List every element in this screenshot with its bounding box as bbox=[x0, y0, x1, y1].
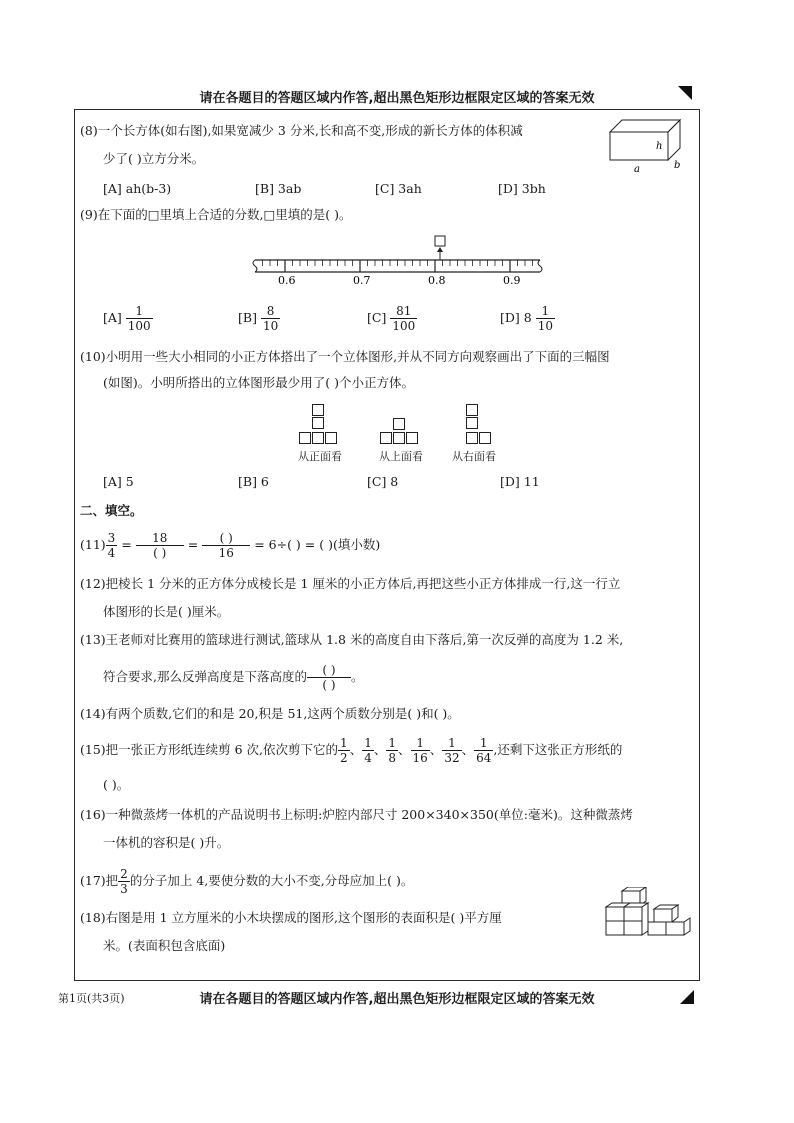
corner-marker-bottom-right bbox=[680, 990, 694, 1004]
q10-option-d: [D] 11 bbox=[500, 474, 540, 489]
q17-post: 的分子加上 4,要使分数的大小不变,分母应加上( )。 bbox=[129, 873, 414, 888]
q11-label: (11) bbox=[80, 537, 106, 552]
number-ruler bbox=[248, 232, 550, 290]
q8-option-d: [D] 3bh bbox=[498, 181, 546, 196]
q8-line2: 少了( )立方分米。 bbox=[103, 151, 205, 166]
front-view-cube bbox=[299, 432, 311, 444]
front-view-cube bbox=[325, 432, 337, 444]
q13-blank-fraction bbox=[307, 663, 351, 692]
q18-line2: 米。(表面积包含底面) bbox=[103, 938, 226, 953]
q18-line1: (18)右图是用 1 立方厘米的小木块摆成的图形,这个图形的表面积是( )平方厘 bbox=[80, 910, 502, 925]
q11-f2-den: ( ) bbox=[153, 546, 167, 560]
q15-after: ,还剩下这张正方形纸的 bbox=[493, 742, 623, 757]
q9-option-b-den: 10 bbox=[262, 319, 279, 333]
right-view-cube bbox=[466, 404, 478, 416]
right-view-cube bbox=[479, 432, 491, 444]
top-view-cube bbox=[380, 432, 392, 444]
q9-option-d-letter: [D] bbox=[500, 310, 520, 325]
q9-option-b bbox=[238, 304, 280, 333]
q15-f2-num: 1 bbox=[364, 736, 372, 750]
page-number: 第1页(共3页) bbox=[58, 992, 125, 1005]
q11-f1-den: 4 bbox=[107, 546, 116, 560]
q17 bbox=[80, 866, 413, 896]
q9-option-a-den: 100 bbox=[127, 319, 151, 333]
corner-marker-top-right bbox=[678, 86, 692, 100]
q9-option-a-fraction bbox=[126, 304, 153, 333]
q9-option-d-fraction bbox=[536, 304, 555, 333]
q15-f5-den: 32 bbox=[444, 751, 460, 765]
q13-line1: (13)王老师对比赛用的篮球进行测试,篮球从 1.8 米的高度自由下落后,第一次反弹的高度为 1.2 米, bbox=[80, 632, 624, 647]
q11-f3-num: ( ) bbox=[202, 531, 250, 546]
q14: (14)有两个质数,它们的和是 20,积是 51,这两个质数分别是( )和( )。 bbox=[80, 706, 460, 721]
q15-fraction bbox=[442, 736, 461, 765]
q15-line2: ( )。 bbox=[103, 777, 130, 792]
q8-option-b: [B] 3ab bbox=[255, 181, 302, 196]
q17-num: 2 bbox=[120, 867, 128, 881]
front-view-cube bbox=[312, 404, 324, 416]
q15-f5-num: 1 bbox=[442, 736, 461, 751]
q15-fraction bbox=[362, 736, 374, 765]
answer-area-notice-top: 请在各题目的答题区域内作答,超出黑色矩形边框限定区域的答案无效 bbox=[199, 91, 595, 106]
q15-fraction bbox=[411, 736, 430, 765]
q10-option-a: [A] 5 bbox=[103, 474, 134, 489]
q15-fraction bbox=[338, 736, 350, 765]
q8-option-a: [A] ah(b-3) bbox=[103, 181, 172, 196]
q9-option-c-num: 81 bbox=[390, 304, 417, 319]
q9-option-a-letter: [A] bbox=[103, 310, 122, 325]
cuboid-figure bbox=[604, 112, 688, 176]
right-view-cube bbox=[466, 417, 478, 429]
q15-sep: 、 bbox=[349, 742, 363, 757]
q12-line2: 体图形的长是( )厘米。 bbox=[103, 604, 230, 619]
q17-fraction bbox=[118, 867, 130, 896]
q16-line1: (16)一种微蒸烤一体机的产品说明书上标明:炉腔内部尺寸 200×340×350(单位:毫米)。这种微蒸烤 bbox=[80, 807, 633, 822]
q8-option-c: [C] 3ah bbox=[375, 181, 422, 196]
q9-option-d-whole: 8 bbox=[523, 310, 532, 325]
ruler-label-0.6: 0.6 bbox=[278, 274, 296, 287]
front-view-caption: 从正面看 bbox=[298, 450, 342, 463]
q8-line1: (8)一个长方体(如右图),如果宽减少 3 分米,长和高不变,形成的新长方体的体积减 bbox=[80, 123, 523, 138]
q11-f2-num: 18 bbox=[136, 531, 184, 546]
top-view-cube bbox=[393, 432, 405, 444]
q13-blank-num: ( ) bbox=[307, 663, 351, 678]
q9-option-a-num: 1 bbox=[126, 304, 153, 319]
q11-fraction-1 bbox=[106, 531, 118, 560]
q17-pre: (17)把 bbox=[80, 873, 119, 888]
q9-option-c-fraction bbox=[390, 304, 417, 333]
q15-f4-num: 1 bbox=[411, 736, 430, 751]
q15-line1 bbox=[80, 735, 622, 765]
q17-den: 3 bbox=[120, 882, 128, 896]
answer-area-notice-bottom: 请在各题目的答题区域内作答,超出黑色矩形边框限定区域的答案无效 bbox=[199, 992, 595, 1007]
q9-option-c bbox=[367, 304, 417, 333]
q15-line1-text: (15)把一张正方形纸连续剪 6 次,依次剪下它的 bbox=[80, 742, 339, 757]
q11-f3-den: 16 bbox=[218, 546, 234, 560]
front-view-cube bbox=[312, 417, 324, 429]
cuboid-h-label: h bbox=[656, 141, 663, 152]
q11-eq1: = bbox=[121, 537, 132, 552]
q15-fraction bbox=[386, 736, 398, 765]
q9-option-d-num: 1 bbox=[536, 304, 555, 319]
cuboid-a-label: a bbox=[634, 164, 640, 175]
q11 bbox=[80, 530, 380, 560]
q10-option-c: [C] 8 bbox=[367, 474, 399, 489]
ruler-label-0.8: 0.8 bbox=[428, 274, 446, 287]
q15-f3-den: 8 bbox=[388, 751, 396, 765]
q15-sep: 、 bbox=[398, 742, 411, 757]
section-2-title: 二、填空。 bbox=[80, 503, 143, 518]
q12-line1: (12)把棱长 1 分米的正方体分成棱长是 1 厘米的小正方体后,再把这些小正方体排成一行,这一行立 bbox=[80, 576, 621, 591]
q13-line2-text: 符合要求,那么反弹高度是下落高度的 bbox=[103, 669, 307, 684]
q9-option-c-letter: [C] bbox=[367, 310, 387, 325]
q13-line2 bbox=[103, 662, 364, 692]
right-view-caption: 从右面看 bbox=[452, 450, 496, 463]
top-view-caption: 从上面看 bbox=[379, 450, 423, 463]
q9-option-b-fraction bbox=[261, 304, 280, 333]
q11-eq2: = bbox=[187, 537, 199, 552]
q10-line1: (10)小明用一些大小相同的小正方体搭出了一个立体图形,并从不同方向观察画出了下面的三幅图 bbox=[80, 349, 610, 364]
ruler-label-0.9: 0.9 bbox=[503, 274, 521, 287]
q9-option-c-den: 100 bbox=[392, 319, 416, 333]
q9-option-b-letter: [B] bbox=[238, 310, 257, 325]
q15-f1-num: 1 bbox=[340, 736, 348, 750]
top-view-cube bbox=[393, 418, 405, 430]
q13-end: 。 bbox=[350, 669, 364, 684]
q10-line2: (如图)。小明所搭出的立体图形最少用了( )个小正方体。 bbox=[103, 375, 414, 390]
q16-line2: 一体机的容积是( )升。 bbox=[103, 835, 230, 850]
front-view-cube bbox=[312, 432, 324, 444]
cube-stack-figure bbox=[604, 887, 692, 943]
q15-sep: 、 bbox=[429, 742, 443, 757]
q15-f4-den: 16 bbox=[412, 751, 428, 765]
q15-f2-den: 4 bbox=[364, 751, 372, 765]
ruler-label-0.7: 0.7 bbox=[353, 274, 371, 287]
q15-fraction bbox=[474, 736, 493, 765]
q15-f3-num: 1 bbox=[388, 736, 396, 750]
q9-option-d bbox=[500, 304, 555, 333]
q9-option-b-num: 8 bbox=[261, 304, 280, 319]
q11-fraction-3 bbox=[202, 531, 250, 560]
q10-option-b: [B] 6 bbox=[238, 474, 269, 489]
q11-tail: = 6÷( ) = ( )(填小数) bbox=[254, 537, 381, 552]
q9-stem: (9)在下面的□里填上合适的分数,□里填的是( )。 bbox=[80, 207, 352, 222]
q15-f1-den: 2 bbox=[340, 751, 348, 765]
cuboid-b-label: b bbox=[674, 160, 681, 171]
q15-sep: 、 bbox=[461, 742, 475, 757]
top-view-cube bbox=[406, 432, 418, 444]
q13-blank-den: ( ) bbox=[322, 678, 336, 692]
q15-f6-den: 64 bbox=[476, 751, 492, 765]
q15-sep: 、 bbox=[373, 742, 387, 757]
q15-f6-num: 1 bbox=[474, 736, 493, 751]
right-view-cube bbox=[466, 432, 478, 444]
ruler-ticks bbox=[263, 260, 533, 272]
q9-option-a bbox=[103, 304, 153, 333]
q11-fraction-2 bbox=[136, 531, 184, 560]
q11-f1-num: 3 bbox=[107, 531, 116, 545]
q9-option-d-den: 10 bbox=[537, 319, 553, 333]
